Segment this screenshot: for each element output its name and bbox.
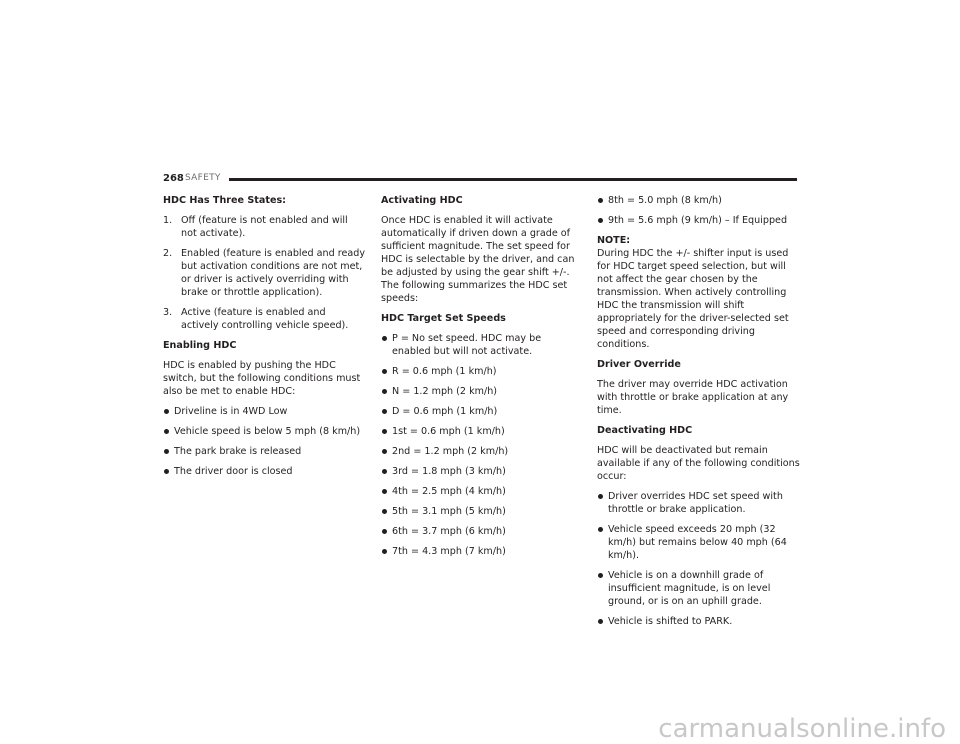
list-item: 8th = 5.0 mph (8 km/h)	[597, 194, 801, 207]
list-item: N = 1.2 mph (2 km/h)	[381, 385, 581, 398]
list-item: P = No set speed. HDC may be enabled but will not activate.	[381, 332, 581, 358]
list-text: Off (feature is not enabled and will not activate).	[181, 215, 348, 239]
column-1	[163, 194, 366, 485]
list-item: 9th = 5.6 mph (9 km/h) – If Equipped	[597, 214, 801, 227]
enabling-heading: Enabling HDC	[163, 340, 237, 351]
list-item: Vehicle is shifted to PARK.	[597, 615, 801, 628]
list-item: 5th = 3.1 mph (5 km/h)	[381, 505, 581, 518]
watermark: carmanualsonline.info	[658, 714, 946, 744]
activating-text: Once HDC is enabled it will activate automatically if driven down a grade of sufficient magnitude. The set speed for HDC is selectable by the driver, and can be adjusted by using the gear shift +/-. The following summarizes the HDC set speeds:	[381, 215, 575, 304]
states-heading: HDC Has Three States:	[163, 195, 286, 206]
list-item: 6th = 3.7 mph (6 km/h)	[381, 525, 581, 538]
list-item: 3rd = 1.8 mph (3 km/h)	[381, 465, 581, 478]
list-item: The park brake is released	[163, 445, 366, 458]
list-item: Vehicle speed exceeds 20 mph (32 km/h) but remains below 40 mph (64 km/h).	[597, 523, 801, 562]
deactivating-list	[597, 490, 801, 628]
list-item	[163, 247, 366, 299]
column-3	[597, 194, 801, 635]
enabling-list	[163, 405, 366, 478]
deactivating-text: HDC will be deactivated but remain available if any of the following conditions occur:	[597, 445, 800, 482]
page-header	[163, 172, 797, 186]
list-item: Vehicle speed is below 5 mph (8 km/h)	[163, 425, 366, 438]
header-rule	[229, 178, 797, 181]
column-2	[381, 194, 581, 565]
states-list	[163, 214, 366, 332]
list-item: 2nd = 1.2 mph (2 km/h)	[381, 445, 581, 458]
override-text: The driver may override HDC activation with throttle or brake application at any time.	[597, 379, 789, 416]
speeds-heading: HDC Target Set Speeds	[381, 313, 506, 324]
list-item: Vehicle is on a downhill grade of insufficient magnitude, is on level ground, or is on an uphill grade.	[597, 569, 801, 608]
enabling-text: HDC is enabled by pushing the HDC switch, but the following conditions must also be met to enable HDC:	[163, 360, 361, 397]
deactivating-heading: Deactivating HDC	[597, 425, 693, 436]
speeds-list	[381, 332, 581, 558]
list-item	[163, 306, 366, 332]
list-text: Enabled (feature is enabled and ready but activation conditions are not met, or driver is actively overriding with brake or throttle application).	[181, 248, 366, 298]
page-number: 268	[163, 173, 184, 184]
list-item: Driver overrides HDC set speed with throttle or brake application.	[597, 490, 801, 516]
note-text: During HDC the +/- shifter input is used for HDC target speed selection, but will not affect the gear chosen by the transmission. When actively controlling HDC the transmission will shift appropriately for the driver-selected set speed and corresponding driving conditions.	[597, 248, 789, 350]
list-item: Driveline is in 4WD Low	[163, 405, 366, 418]
section-title: SAFETY	[185, 173, 221, 183]
list-text: Active (feature is enabled and actively controlling vehicle speed).	[181, 307, 349, 331]
list-item: 1st = 0.6 mph (1 km/h)	[381, 425, 581, 438]
list-item: 4th = 2.5 mph (4 km/h)	[381, 485, 581, 498]
list-number: 3.	[163, 307, 173, 318]
note-label: NOTE:	[597, 235, 631, 246]
list-item: The driver door is closed	[163, 465, 366, 478]
override-heading: Driver Override	[597, 359, 681, 370]
list-item: R = 0.6 mph (1 km/h)	[381, 365, 581, 378]
list-number: 1.	[163, 215, 173, 226]
activating-heading: Activating HDC	[381, 195, 463, 206]
list-item	[163, 214, 366, 240]
list-number: 2.	[163, 248, 173, 259]
list-item: D = 0.6 mph (1 km/h)	[381, 405, 581, 418]
speeds-list-continued	[597, 194, 801, 227]
list-item: 7th = 4.3 mph (7 km/h)	[381, 545, 581, 558]
